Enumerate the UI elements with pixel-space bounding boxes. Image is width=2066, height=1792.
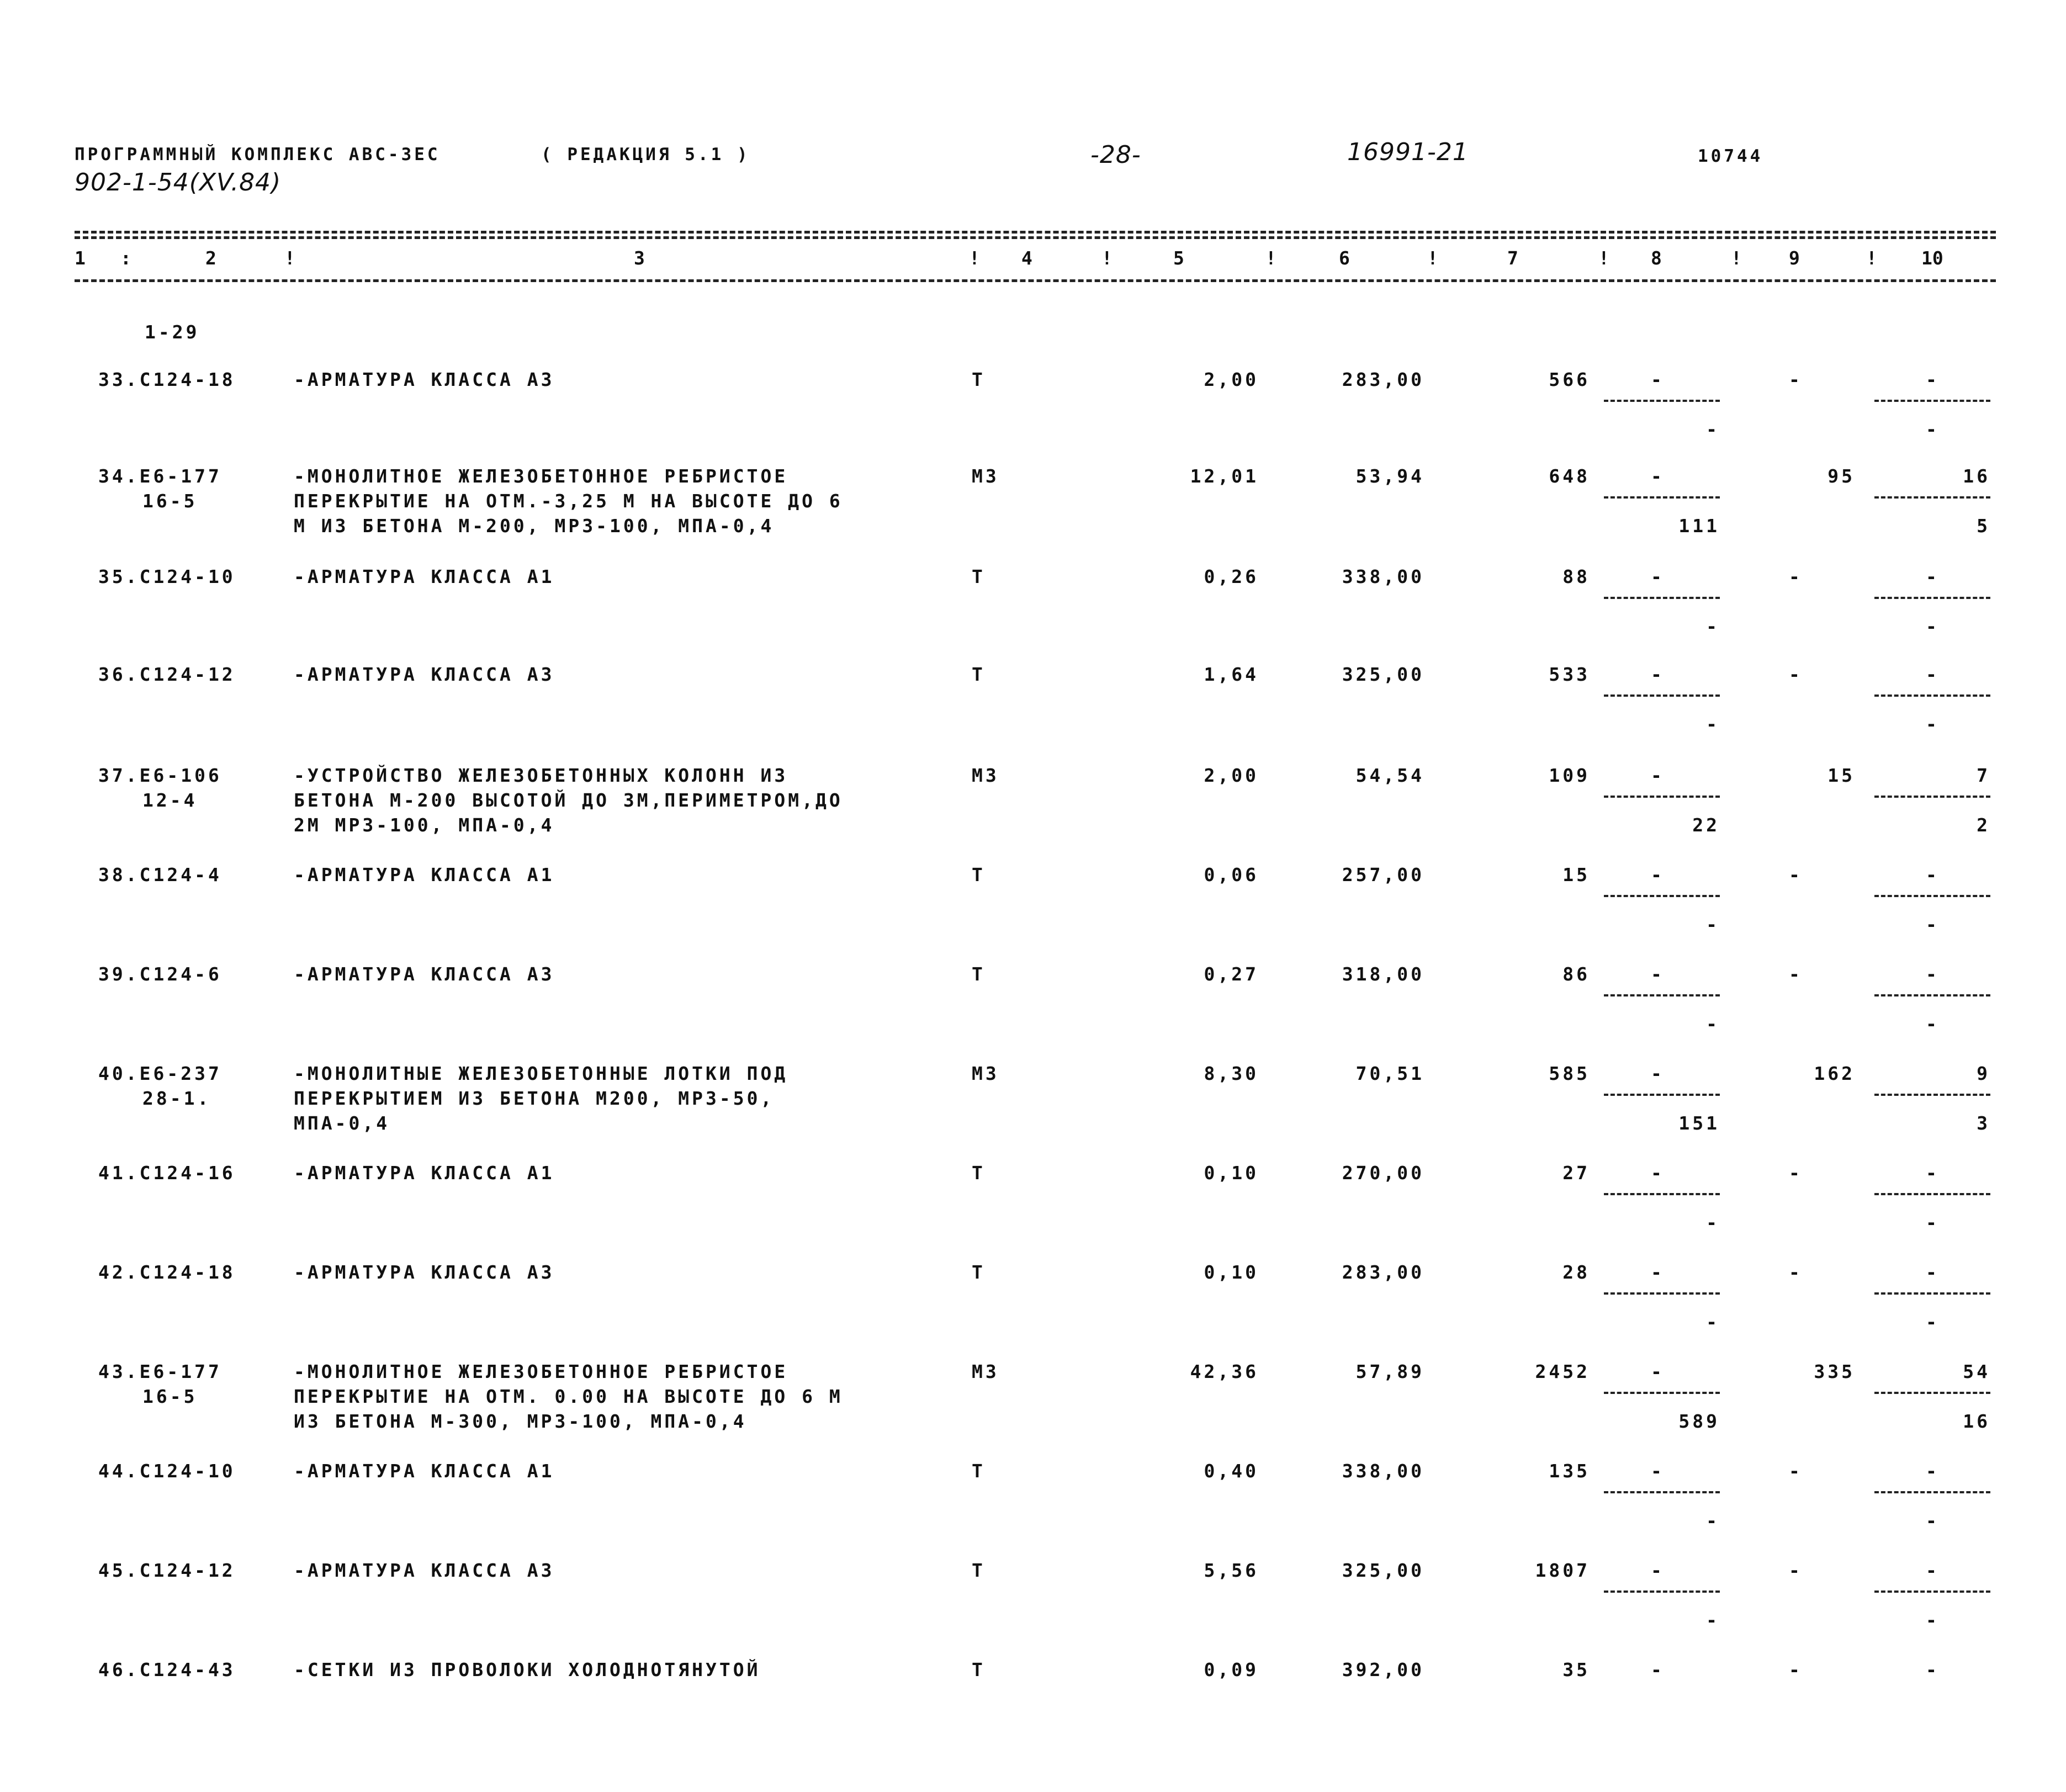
col8-top: - [1651,566,1665,587]
header-rule-bottom [75,279,1996,282]
unit-of-measure: Т [972,864,986,886]
column-header-16: 9 [1789,247,1800,269]
quantity: 8,30 [1204,1063,1259,1084]
col8-bottom: - [1706,418,1720,440]
col10-fraction-line [1874,400,1990,402]
col8-fraction-line [1604,597,1720,599]
col9-value: - [1789,1162,1803,1184]
item-description: -АРМАТУРА КЛАССА А1 [294,1460,555,1482]
col10-top: 9 [1977,1063,1990,1084]
item-description: -АРМАТУРА КЛАССА А3 [294,963,555,985]
col10-bottom: - [1926,1510,1940,1531]
item-code: 36.С124-12 [98,664,236,685]
col10-fraction-line [1874,597,1990,599]
quantity: 0,10 [1204,1162,1259,1184]
col10-top: - [1926,864,1940,886]
item-description: ПЕРЕКРЫТИЕМ ИЗ БЕТОНА М200, МРЗ-50, [294,1088,775,1109]
unit-of-measure: Т [972,566,986,587]
total-cost: 135 [1549,1460,1590,1482]
col10-fraction-line [1874,1491,1990,1493]
col10-top: - [1926,1261,1940,1283]
column-header-18: 10 [1921,247,1943,269]
col10-top: - [1926,566,1940,587]
col10-bottom: - [1926,713,1940,735]
program-title: ПРОГРАММНЫЙ КОМПЛЕКС АВС-3ЕС [75,145,441,165]
total-cost: 15 [1562,864,1590,886]
col10-top: 7 [1977,765,1990,786]
quantity: 0,40 [1204,1460,1259,1482]
item-description: ИЗ БЕТОНА М-300, МРЗ-100, МПА-0,4 [294,1411,747,1432]
unit-price: 325,00 [1342,664,1424,685]
unit-of-measure: Т [972,1261,986,1283]
col10-fraction-line [1874,895,1990,897]
column-header-7: ! [1101,247,1113,269]
item-description: -АРМАТУРА КЛАССА А3 [294,1560,555,1581]
unit-price: 270,00 [1342,1162,1424,1184]
item-code: 41.С124-16 [98,1162,236,1184]
col10-fraction-line [1874,1193,1990,1195]
col10-bottom: 5 [1977,515,1990,537]
col10-fraction-line [1874,694,1990,697]
unit-price: 338,00 [1342,566,1424,587]
item-description: 2М МРЗ-100, МПА-0,4 [294,814,555,836]
unit-price: 283,00 [1342,1261,1424,1283]
section-label: 1-29 [145,321,200,343]
header-rule-top [75,231,1996,234]
unit-of-measure: Т [972,664,986,685]
col9-value: - [1789,664,1803,685]
quantity: 2,00 [1204,765,1259,786]
column-header-17: ! [1866,247,1877,269]
unit-price: 338,00 [1342,1460,1424,1482]
item-code: 42.С124-18 [98,1261,236,1283]
col10-top: - [1926,1659,1940,1680]
item-description: МПА-0,4 [294,1112,390,1134]
unit-of-measure: М3 [972,765,999,786]
unit-of-measure: Т [972,369,986,390]
item-description: -АРМАТУРА КЛАССА А1 [294,1162,555,1184]
column-header-13: ! [1598,247,1609,269]
item-subcode: 28-1. [142,1088,211,1109]
unit-price: 325,00 [1342,1560,1424,1581]
quantity: 0,27 [1204,963,1259,985]
item-description: М ИЗ БЕТОНА М-200, МРЗ-100, МПА-0,4 [294,515,775,537]
total-cost: 566 [1549,369,1590,390]
col10-top: 54 [1963,1361,1990,1382]
item-code: 45.С124-12 [98,1560,236,1581]
col8-top: - [1651,1063,1665,1084]
col8-bottom: 151 [1678,1112,1720,1134]
col10-top: - [1926,1460,1940,1482]
col8-bottom: - [1706,1212,1720,1233]
item-description: -АРМАТУРА КЛАССА А1 [294,864,555,886]
total-cost: 533 [1549,664,1590,685]
col8-bottom: - [1706,1013,1720,1035]
col10-bottom: - [1926,1212,1940,1233]
col10-top: - [1926,963,1940,985]
item-description: -УСТРОЙСТВО ЖЕЛЕЗОБЕТОННЫХ КОЛОНН ИЗ [294,765,788,786]
column-header-5: ! [969,247,980,269]
quantity: 0,26 [1204,566,1259,587]
col9-value: - [1789,1659,1803,1680]
col8-top: - [1651,1162,1665,1184]
item-code: 38.С124-4 [98,864,222,886]
col10-fraction-line [1874,1392,1990,1394]
item-code: 34.Е6-177 [98,465,222,487]
quantity: 1,64 [1204,664,1259,685]
item-description: ПЕРЕКРЫТИЕ НА ОТМ.-3,25 М НА ВЫСОТЕ ДО 6 [294,490,843,512]
col9-value: - [1789,1560,1803,1581]
unit-of-measure: Т [972,1460,986,1482]
col8-bottom: - [1706,1311,1720,1333]
column-header-15: ! [1731,247,1742,269]
total-cost: 585 [1549,1063,1590,1084]
col8-bottom: - [1706,914,1720,935]
col10-top: - [1926,369,1940,390]
unit-of-measure: Т [972,963,986,985]
total-cost: 28 [1562,1261,1590,1283]
column-header-6: 4 [1021,247,1032,269]
unit-of-measure: М3 [972,1361,999,1382]
col8-fraction-line [1604,1491,1720,1493]
column-header-11: ! [1427,247,1438,269]
col10-top: - [1926,1560,1940,1581]
col9-value: - [1789,1261,1803,1283]
item-code: 37.Е6-106 [98,765,222,786]
column-header-3: ! [284,247,295,269]
col8-bottom: - [1706,713,1720,735]
col9-value: 335 [1814,1361,1855,1382]
col9-value: - [1789,963,1803,985]
quantity: 5,56 [1204,1560,1259,1581]
unit-of-measure: М3 [972,1063,999,1084]
col9-value: - [1789,566,1803,587]
col10-bottom: - [1926,616,1940,637]
col9-value: 95 [1827,465,1855,487]
col8-fraction-line [1604,796,1720,798]
item-code: 33.С124-18 [98,369,236,390]
col8-bottom: - [1706,1510,1720,1531]
col10-fraction-line [1874,994,1990,996]
col8-top: - [1651,1659,1665,1680]
unit-price: 70,51 [1355,1063,1424,1084]
col9-value: 15 [1827,765,1855,786]
item-description: ПЕРЕКРЫТИЕ НА ОТМ. 0.00 НА ВЫСОТЕ ДО 6 М [294,1386,843,1407]
unit-price: 392,00 [1342,1659,1424,1680]
col8-bottom: - [1706,616,1720,637]
col8-fraction-line [1604,994,1720,996]
column-header-2: 2 [205,247,216,269]
col8-top: - [1651,1261,1665,1283]
total-cost: 648 [1549,465,1590,487]
col10-fraction-line [1874,496,1990,499]
total-cost: 27 [1562,1162,1590,1184]
col9-value: - [1789,864,1803,886]
header-rule-top-2 [75,236,1996,239]
total-cost: 86 [1562,963,1590,985]
column-header-12: 7 [1507,247,1518,269]
column-header-0: 1 [75,247,86,269]
col8-fraction-line [1604,895,1720,897]
total-cost: 1807 [1535,1560,1590,1581]
col8-top: - [1651,1361,1665,1382]
page-number: -28- [1090,141,1141,169]
col8-fraction-line [1604,1292,1720,1295]
col8-top: - [1651,1460,1665,1482]
document-code: 10744 [1698,146,1763,166]
col8-bottom: 111 [1678,515,1720,537]
column-header-9: ! [1265,247,1276,269]
quantity: 12,01 [1190,465,1259,487]
column-header-4: 3 [634,247,645,269]
unit-of-measure: Т [972,1162,986,1184]
col8-fraction-line [1604,496,1720,499]
col9-value: - [1789,369,1803,390]
col9-value: - [1789,1460,1803,1482]
col10-bottom: - [1926,1013,1940,1035]
col8-fraction-line [1604,400,1720,402]
column-header-8: 5 [1173,247,1184,269]
col10-top: - [1926,664,1940,685]
item-code: 35.С124-10 [98,566,236,587]
quantity: 0,06 [1204,864,1259,886]
col10-top: - [1926,1162,1940,1184]
col8-top: - [1651,864,1665,886]
item-code: 43.Е6-177 [98,1361,222,1382]
col10-bottom: 2 [1977,814,1990,836]
item-subcode: 16-5 [142,1386,198,1407]
col9-value: 162 [1814,1063,1855,1084]
column-header-14: 8 [1651,247,1662,269]
quantity: 42,36 [1190,1361,1259,1382]
unit-price: 283,00 [1342,369,1424,390]
col8-fraction-line [1604,1590,1720,1593]
col10-bottom: 16 [1963,1411,1990,1432]
edition-label: ( РЕДАКЦИЯ 5.1 ) [541,145,750,165]
col10-bottom: 3 [1977,1112,1990,1134]
item-code: 40.Е6-237 [98,1063,222,1084]
col10-fraction-line [1874,1292,1990,1295]
column-header-10: 6 [1339,247,1350,269]
col10-bottom: - [1926,1609,1940,1631]
col8-top: - [1651,1560,1665,1581]
col8-top: - [1651,465,1665,487]
col10-fraction-line [1874,1590,1990,1593]
item-code: 44.С124-10 [98,1460,236,1482]
total-cost: 2452 [1535,1361,1590,1382]
unit-price: 318,00 [1342,963,1424,985]
item-code: 39.С124-6 [98,963,222,985]
col10-fraction-line [1874,1094,1990,1096]
unit-price: 257,00 [1342,864,1424,886]
item-description: -МОНОЛИТНОЕ ЖЕЛЕЗОБЕТОННОЕ РЕБРИСТОЕ [294,1361,788,1382]
project-code: 902-1-54(XV.84) [75,168,282,197]
unit-price: 53,94 [1355,465,1424,487]
col8-top: - [1651,963,1665,985]
unit-price: 54,54 [1355,765,1424,786]
unit-of-measure: М3 [972,465,999,487]
item-subcode: 16-5 [142,490,198,512]
item-code: 46.С124-43 [98,1659,236,1680]
col8-top: - [1651,369,1665,390]
item-description: -АРМАТУРА КЛАССА А3 [294,1261,555,1283]
item-description: -МОНОЛИТНОЕ ЖЕЛЕЗОБЕТОННОЕ РЕБРИСТОЕ [294,465,788,487]
total-cost: 35 [1562,1659,1590,1680]
col8-fraction-line [1604,1094,1720,1096]
item-description: -МОНОЛИТНЫЕ ЖЕЛЕЗОБЕТОННЫЕ ЛОТКИ ПОД [294,1063,788,1084]
item-description: -АРМАТУРА КЛАССА А1 [294,566,555,587]
col10-top: 16 [1963,465,1990,487]
item-description: -АРМАТУРА КЛАССА А3 [294,664,555,685]
col8-bottom: 589 [1678,1411,1720,1432]
col8-fraction-line [1604,1392,1720,1394]
total-cost: 109 [1549,765,1590,786]
col8-bottom: 22 [1692,814,1720,836]
quantity: 0,10 [1204,1261,1259,1283]
unit-of-measure: Т [972,1560,986,1581]
col10-bottom: - [1926,1311,1940,1333]
col8-fraction-line [1604,1193,1720,1195]
quantity: 0,09 [1204,1659,1259,1680]
total-cost: 88 [1562,566,1590,587]
col8-bottom: - [1706,1609,1720,1631]
col10-fraction-line [1874,796,1990,798]
document-number: 16991-21 [1347,138,1469,166]
unit-price: 57,89 [1355,1361,1424,1382]
column-header-1: : [120,247,131,269]
quantity: 2,00 [1204,369,1259,390]
col10-bottom: - [1926,418,1940,440]
col8-top: - [1651,765,1665,786]
col10-bottom: - [1926,914,1940,935]
item-subcode: 12-4 [142,789,198,811]
col8-top: - [1651,664,1665,685]
item-description: -АРМАТУРА КЛАССА А3 [294,369,555,390]
col8-fraction-line [1604,694,1720,697]
unit-of-measure: Т [972,1659,986,1680]
item-description: -СЕТКИ ИЗ ПРОВОЛОКИ ХОЛОДНОТЯНУТОЙ [294,1659,761,1680]
item-description: БЕТОНА М-200 ВЫСОТОЙ ДО 3М,ПЕРИМЕТРОМ,ДО [294,789,843,811]
